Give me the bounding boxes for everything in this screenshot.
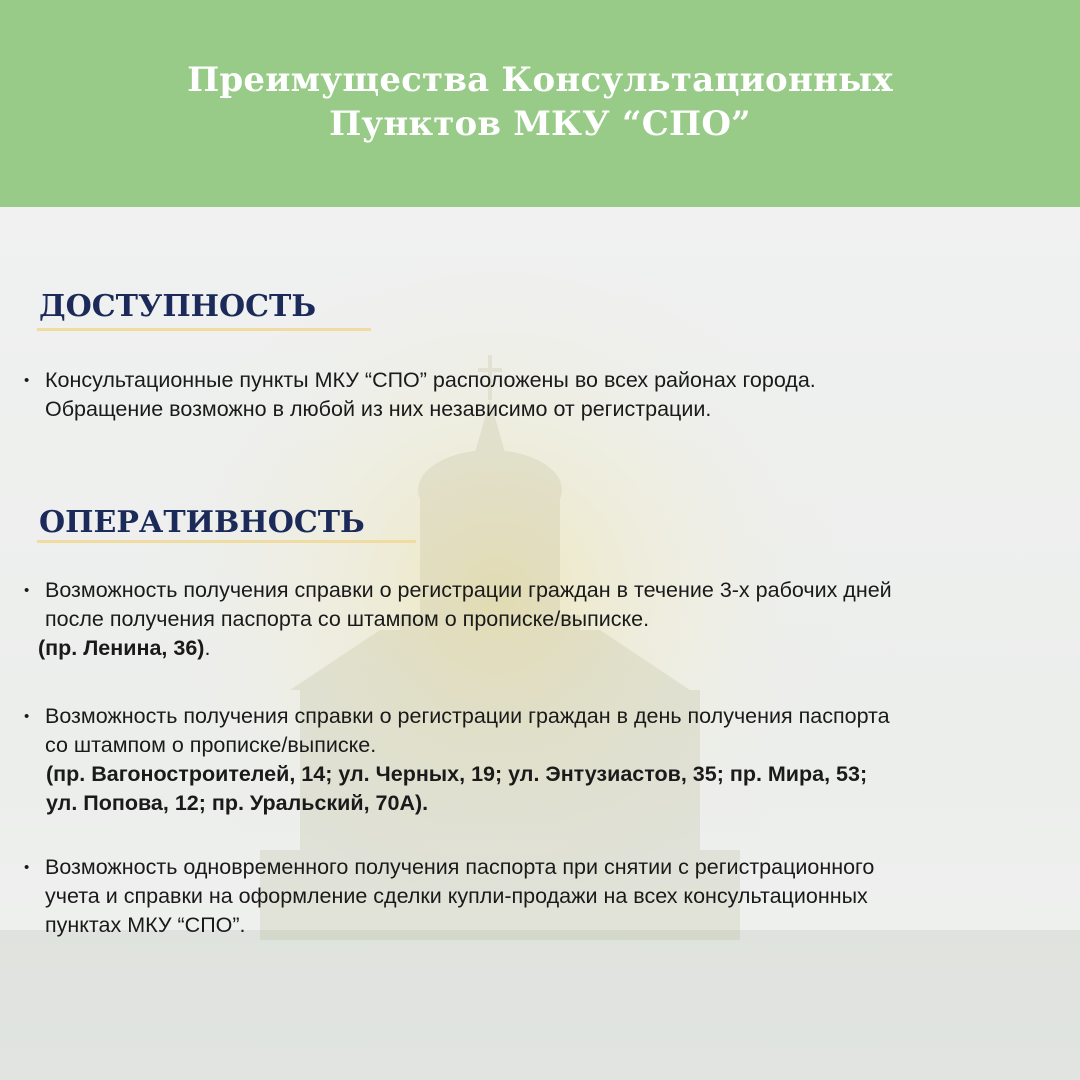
title-line-2: Пунктов МКУ “СПО”	[329, 104, 751, 144]
item-address: ул. Попова, 12; пр. Уральский, 70А).	[46, 791, 429, 815]
item-address	[24, 634, 1064, 663]
bullet: •	[24, 582, 30, 599]
section-heading-accessibility: ДОСТУПНОСТЬ	[39, 289, 317, 324]
item-text-line: после получения паспорта со штампом о прописке/выписке.	[45, 607, 650, 631]
page-title	[0, 58, 1080, 146]
item-text-line: Возможность получения справки о регистрации граждан в течение 3-х рабочих дней	[45, 578, 892, 602]
section-heading-efficiency: ОПЕРАТИВНОСТЬ	[39, 505, 365, 540]
item-address: (пр. Вагоностроителей, 14; ул. Черных, 19; ул. Энтузиастов, 35; пр. Мира, 53;	[46, 762, 868, 786]
heading-underline	[37, 328, 371, 331]
item-text-line: пунктах МКУ “СПО”.	[45, 913, 246, 937]
item-text-line: со штампом о прописке/выписке.	[45, 733, 377, 757]
item-text-line: учета и справки на оформление сделки купли-продажи на всех консультационных	[45, 884, 868, 908]
item-text-line: Возможность одновременного получения паспорта при снятии с регистрационного	[45, 855, 875, 879]
item-text-line: Возможность получения справки о регистрации граждан в день получения паспорта	[45, 704, 890, 728]
list-item	[24, 366, 1064, 424]
header-banner	[0, 0, 1080, 207]
bullet: •	[24, 708, 30, 725]
bullet: •	[24, 859, 30, 876]
heading-underline	[37, 540, 416, 543]
bullet: •	[24, 372, 30, 389]
item-text-line: Консультационные пункты МКУ “СПО” расположены во всех районах города.	[45, 368, 816, 392]
list-item	[24, 702, 1064, 818]
title-line-1: Преимущества Консультационных	[187, 60, 893, 100]
address-text: (пр. Ленина, 36)	[38, 636, 205, 660]
address-tail: .	[204, 636, 211, 660]
list-item	[24, 853, 1064, 940]
list-item	[24, 576, 1064, 663]
item-text-line: Обращение возможно в любой из них независимо от регистрации.	[45, 397, 712, 421]
